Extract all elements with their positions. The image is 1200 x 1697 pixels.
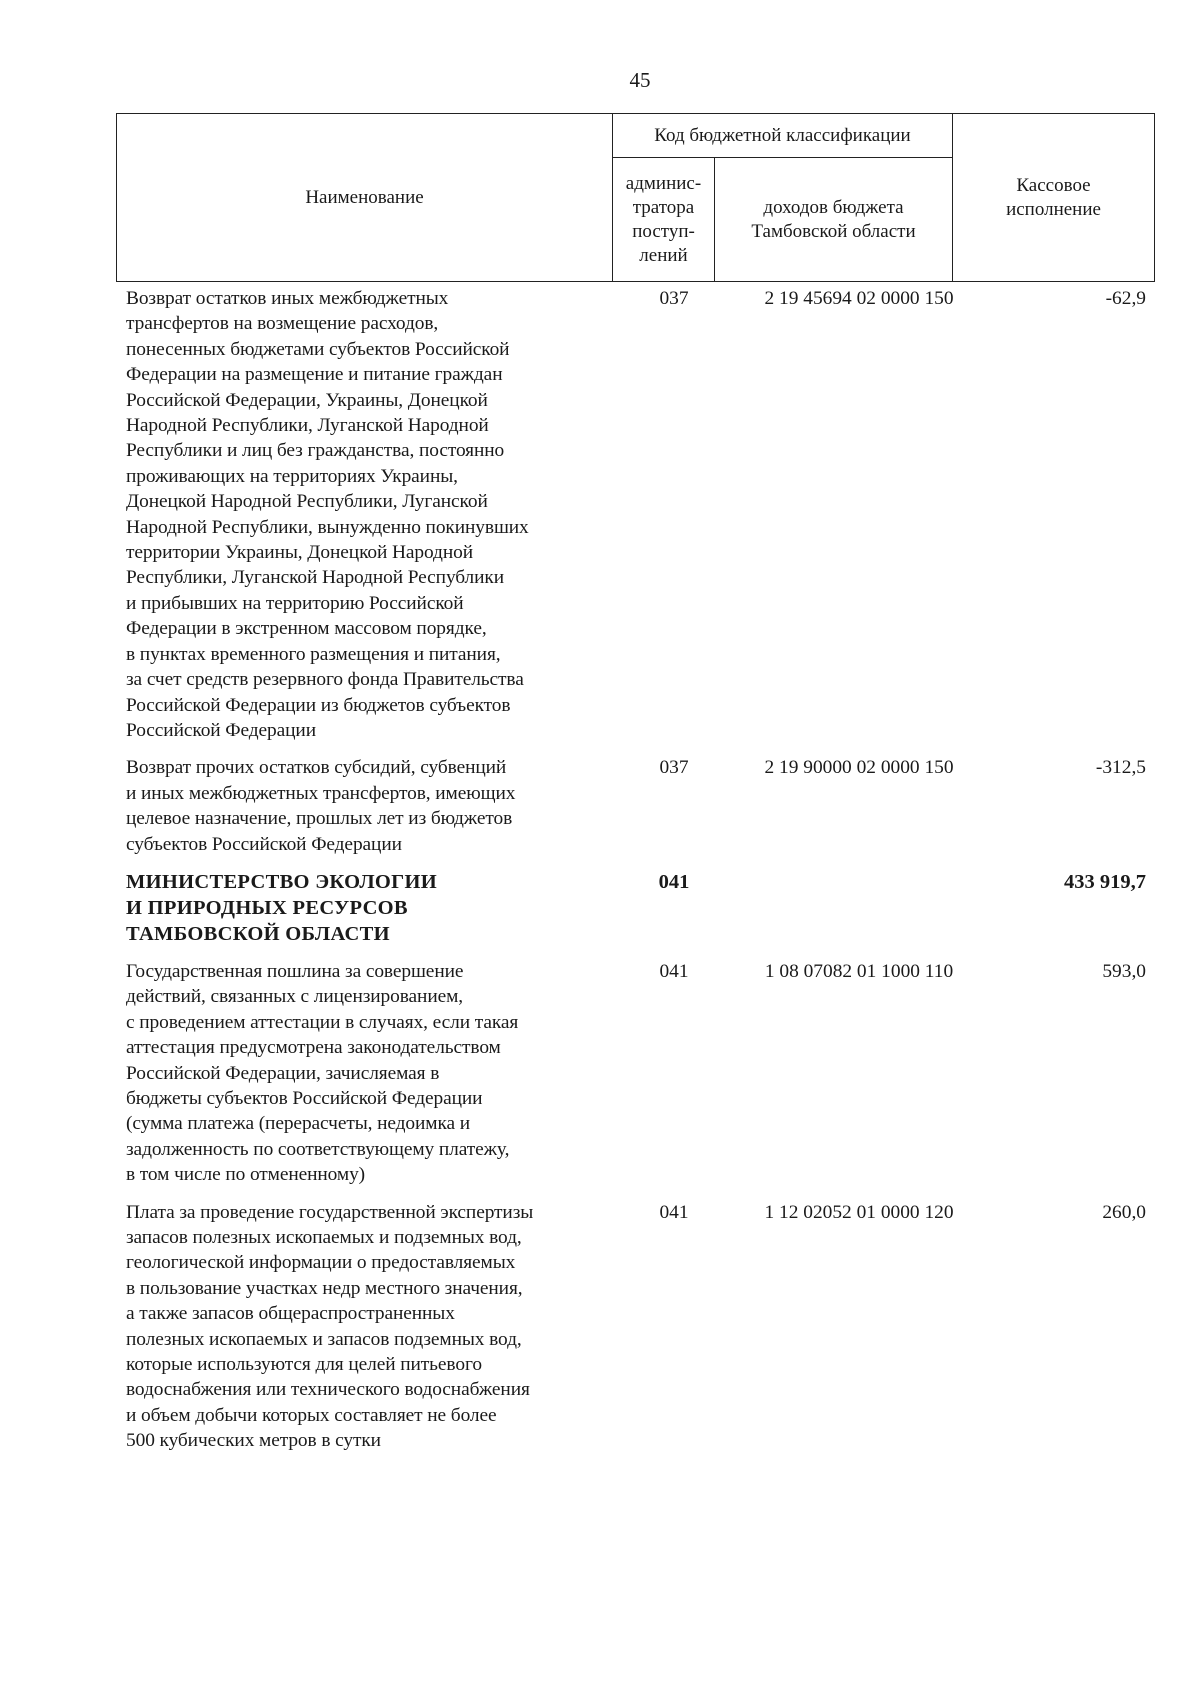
- row-income-code: 1 08 07082 01 1000 110: [764, 960, 954, 982]
- row-name-line: трансфертов на возмещение расходов,: [126, 313, 439, 335]
- row-name-line: Российской Федерации из бюджетов субъектов: [126, 694, 511, 716]
- row-admin-code: 041: [658, 870, 690, 893]
- income-header-line: доходов бюджета: [763, 196, 904, 218]
- execution-header-line: исполнение: [1006, 198, 1101, 220]
- row-name-line: водоснабжения или технического водоснабжения: [126, 1379, 530, 1401]
- row-name-line: Российской Федерации, зачисляемая в: [126, 1062, 440, 1084]
- row-income-code: 2 19 90000 02 0000 150: [764, 757, 954, 779]
- row-name-line: полезных ископаемых и запасов подземных вод,: [126, 1328, 522, 1350]
- row-amount: 433 919,7: [1064, 870, 1146, 893]
- row-name: [126, 869, 616, 947]
- row-name-line: за счет средств резервного фонда Правительства: [126, 669, 524, 691]
- row-name: [126, 755, 616, 857]
- row-name-line: территории Украины, Донецкой Народной: [126, 542, 473, 564]
- row-name-line: Плата за проведение государственной экспертизы: [126, 1201, 534, 1223]
- column-header-name: Наименование: [117, 114, 613, 282]
- income-header-line: Тамбовской области: [751, 220, 916, 242]
- row-name-line: Народной Республики, вынужденно покинувших: [126, 516, 529, 538]
- row-admin-code: 037: [659, 288, 689, 309]
- row-name-line: Возврат прочих остатков субсидий, субвенций: [126, 757, 507, 779]
- row-name: [126, 286, 616, 743]
- row-income-code: 2 19 45694 02 0000 150: [764, 288, 954, 309]
- row-amount: -62,9: [1105, 288, 1146, 309]
- row-name-line: с проведением аттестации в случаях, если такая: [126, 1011, 519, 1033]
- row-name-line: субъектов Российской Федерации: [126, 833, 402, 855]
- row-name-line: Республики и лиц без гражданства, постоянно: [126, 440, 505, 462]
- row-name-line: задолженность по соответствующему платежу,: [126, 1138, 510, 1160]
- row-admin-code: 041: [659, 960, 689, 982]
- row-name-line: и объем добычи которых составляет не более: [126, 1404, 497, 1426]
- page-number: 45: [629, 68, 651, 92]
- table-header: [116, 113, 1155, 282]
- row-name-line: МИНИСТЕРСТВО ЭКОЛОГИИ: [126, 870, 437, 893]
- row-name-line: ТАМБОВСКОЙ ОБЛАСТИ: [126, 922, 390, 945]
- row-name-line: которые используются для целей питьевого: [126, 1354, 482, 1376]
- row-name-line: в пунктах временного размещения и питания,: [126, 643, 501, 665]
- row-name-line: действий, связанных с лицензированием,: [126, 986, 464, 1008]
- row-name-line: Федерации в экстренном массовом порядке,: [126, 618, 487, 640]
- row-amount: -312,5: [1095, 757, 1146, 779]
- row-name-line: запасов полезных ископаемых и подземных вод,: [126, 1227, 522, 1248]
- row-name-line: Федерации на размещение и питание граждан: [126, 364, 503, 386]
- row-income-code: 1 12 02052 01 0000 120: [764, 1201, 954, 1223]
- row-admin-code: 041: [659, 1201, 689, 1223]
- table-row: [0, 286, 1200, 743]
- admin-header-line: админис-: [625, 172, 702, 194]
- row-name-line: геологической информации о предоставляемых: [126, 1252, 516, 1274]
- execution-header-line: Кассовое: [1016, 174, 1091, 196]
- row-name-line: Российской Федерации, Украины, Донецкой: [126, 389, 488, 411]
- table-body: [0, 286, 1200, 1466]
- table-row: [0, 755, 1200, 857]
- row-name-line: целевое назначение, прошлых лет из бюджетов: [126, 808, 513, 830]
- row-name-line: в том числе по отмененному): [126, 1164, 366, 1186]
- admin-header-line: лений: [639, 244, 688, 266]
- row-name-line: Российской Федерации: [126, 719, 316, 741]
- row-name-line: Республики, Луганской Народной Республики: [126, 567, 505, 589]
- table-row: [0, 1200, 1200, 1454]
- row-name-line: бюджеты субъектов Российской Федерации: [126, 1087, 483, 1109]
- table-row: [0, 959, 1200, 1188]
- row-name-line: 500 кубических метров в сутки: [126, 1430, 381, 1452]
- admin-header-line: поступ-: [632, 220, 695, 242]
- row-name-line: аттестация предусмотрена законодательством: [126, 1037, 501, 1059]
- row-name-line: и иных межбюджетных трансфертов, имеющих: [126, 782, 516, 804]
- row-name-line: Возврат остатков иных межбюджетных: [126, 288, 449, 309]
- row-name-line: и прибывших на территорию Российской: [126, 592, 464, 614]
- section-row: [0, 869, 1200, 947]
- row-name: [126, 959, 616, 1188]
- column-header-income: [715, 158, 953, 282]
- row-amount: 260,0: [1102, 1201, 1146, 1223]
- row-admin-code: 037: [659, 757, 689, 779]
- row-name-line: понесенных бюджетами субъектов Российской: [126, 338, 510, 360]
- row-amount: 593,0: [1102, 960, 1146, 982]
- column-group-budget-code: Код бюджетной классификации: [613, 114, 953, 158]
- row-name-line: И ПРИРОДНЫХ РЕСУРСОВ: [126, 896, 408, 919]
- row-name-line: проживающих на территориях Украины,: [126, 465, 458, 487]
- column-header-execution: [953, 114, 1155, 282]
- row-name-line: а также запасов общераспространенных: [126, 1303, 455, 1325]
- row-name-line: (сумма платежа (перерасчеты, недоимка и: [126, 1113, 471, 1135]
- row-name-line: Государственная пошлина за совершение: [126, 960, 464, 982]
- row-name: [126, 1200, 616, 1454]
- column-header-admin: [613, 158, 715, 282]
- row-name-line: в пользование участках недр местного значения,: [126, 1277, 523, 1299]
- row-name-line: Донецкой Народной Республики, Луганской: [126, 491, 488, 513]
- admin-header-line: тратора: [632, 196, 695, 218]
- row-name-line: Народной Республики, Луганской Народной: [126, 415, 489, 437]
